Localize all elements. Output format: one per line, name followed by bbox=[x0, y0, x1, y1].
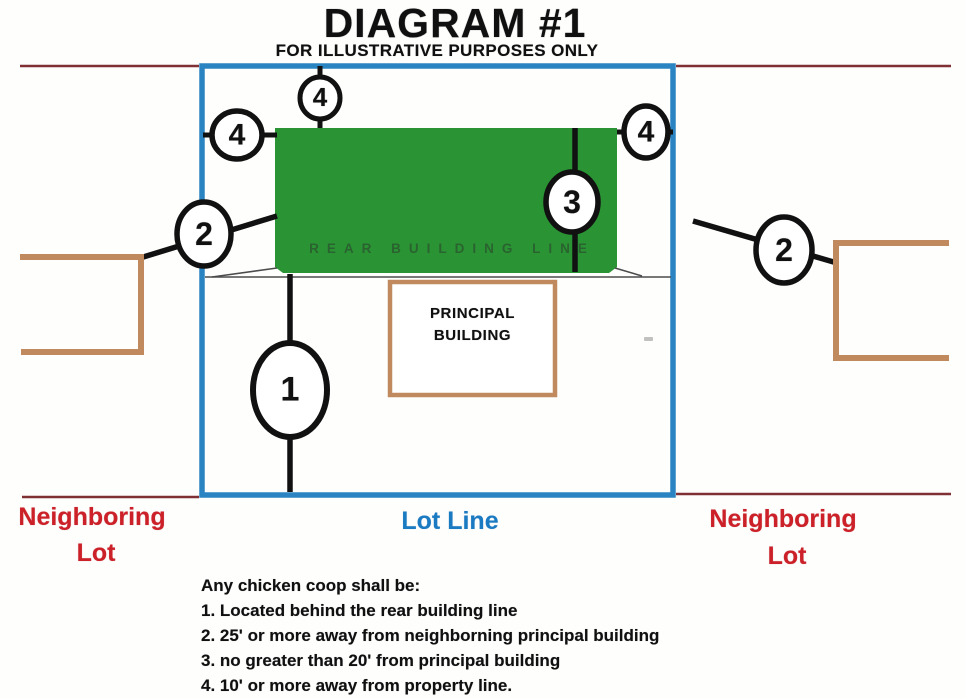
left-neighboring-building-outline bbox=[20, 257, 141, 352]
coop-rule-4: 4. 10' or more away from property line. bbox=[201, 676, 513, 695]
callout-number-4-top: 4 bbox=[312, 81, 328, 112]
callout-number-4-left: 4 bbox=[228, 118, 246, 152]
callout-number-4-right: 4 bbox=[637, 115, 655, 149]
rear-building-line-label: REAR BUILDING LINE bbox=[309, 241, 595, 256]
scan-smudge-artifact bbox=[644, 337, 653, 341]
neighboring-lot-label-left-line1: Neighboring bbox=[18, 503, 166, 531]
coop-rule-2: 2. 25' or more away from neighborning principal building bbox=[201, 626, 660, 645]
callout-number-1: 1 bbox=[280, 370, 300, 409]
rear-building-line-tick-left bbox=[212, 268, 277, 277]
neighboring-lot-label-right-line1: Neighboring bbox=[709, 505, 857, 533]
neighboring-lot-label-left-line2: Lot bbox=[76, 539, 116, 567]
coop-rules-list bbox=[201, 573, 801, 698]
neighboring-lot-label-right-line2: Lot bbox=[767, 542, 807, 570]
callout-number-3: 3 bbox=[563, 183, 581, 220]
diagram-subtitle: FOR ILLUSTRATIVE PURPOSES ONLY bbox=[275, 41, 599, 60]
principal-building-label-line2: BUILDING bbox=[433, 327, 512, 344]
coop-rule-1: 1. Located behind the rear building line bbox=[201, 601, 518, 620]
principal-building-label bbox=[390, 303, 555, 347]
coop-rules-intro: Any chicken coop shall be: bbox=[201, 576, 421, 595]
callout-number-2-left: 2 bbox=[195, 215, 213, 252]
principal-building-label-line1: PRINCIPAL bbox=[429, 305, 516, 322]
callout-number-2-right: 2 bbox=[775, 231, 793, 268]
lot-line-label: Lot Line bbox=[401, 507, 499, 535]
rear-building-line-tick-right bbox=[615, 268, 642, 276]
diagram-title: DIAGRAM #1 bbox=[323, 0, 587, 46]
right-neighboring-building-outline bbox=[836, 243, 949, 358]
coop-rule-3: 3. no greater than 20' from principal building bbox=[201, 651, 561, 670]
